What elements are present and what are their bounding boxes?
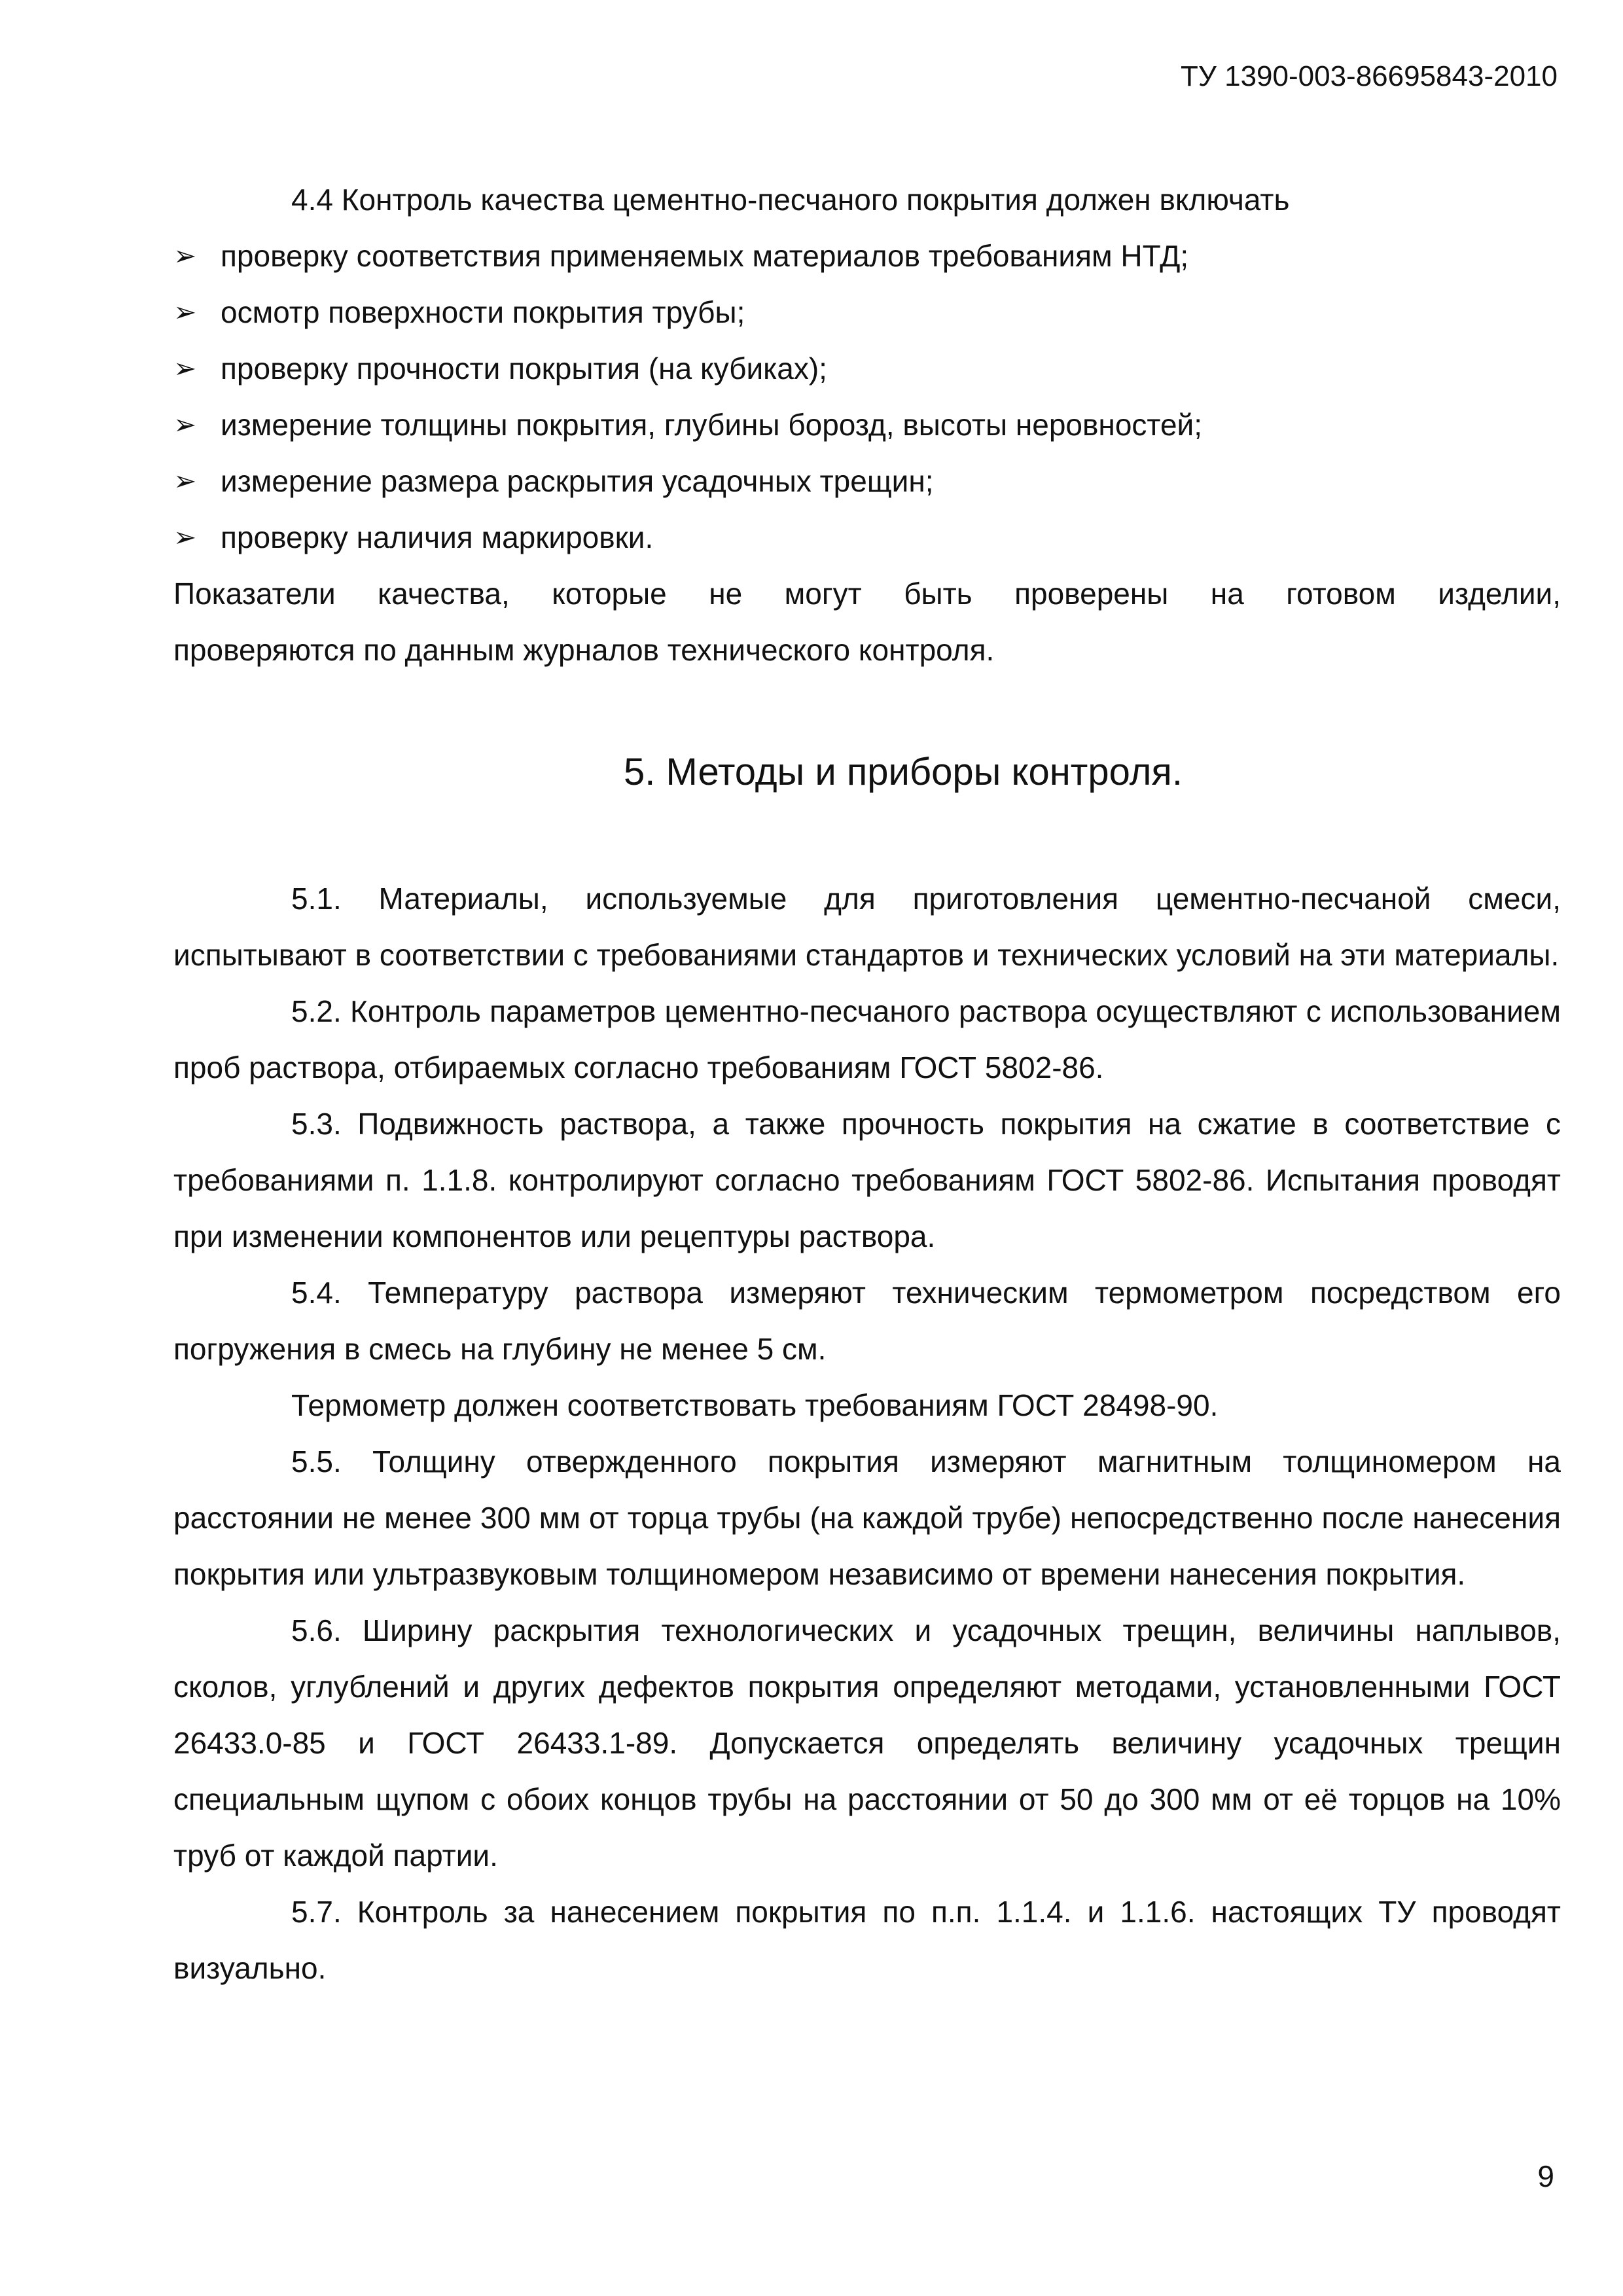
document-code-header: ТУ 1390-003-86695843-2010: [1181, 60, 1558, 92]
paragraph-5-6: 5.6. Ширину раскрытия технологических и усадочных трещин, величины наплывов, сколов, углублений и других дефектов покрытия определяют методами, установленными ГОСТ 26433.0-85 и ГОСТ 26433.1-89. Допускается определять величину усадочных трещин специальным щупом с обоих концов трубы на расстоянии от 50 до 300 мм от её торцов на 10% труб от каждой партии.: [173, 1613, 1561, 1873]
paragraph-5-7: 5.7. Контроль за нанесением покрытия по п.п. 1.1.4. и 1.1.6. настоящих ТУ проводят визуально.: [173, 1895, 1561, 1985]
list-item-text: проверку прочности покрытия (на кубиках);: [221, 351, 827, 386]
arrowhead-bullet-icon: ➢: [173, 240, 197, 271]
paragraph-5-2: 5.2. Контроль параметров цементно-песчаного раствора осуществляют с использованием проб раствора, отбираемых согласно требованиям ГОСТ 5802-86.: [173, 994, 1561, 1085]
page-content: [173, 171, 1561, 1996]
paragraph-5-1: 5.1. Материалы, используемые для приготовления цементно-песчаной смеси, испытывают в соответствии с требованиями стандартов и технических условий на эти материалы.: [173, 882, 1561, 972]
arrowhead-bullet-icon: ➢: [173, 522, 197, 552]
list-item: [173, 228, 1561, 284]
arrowhead-bullet-icon: ➢: [173, 353, 197, 384]
arrowhead-bullet-icon: ➢: [173, 409, 197, 440]
section-4-4-intro: 4.4 Контроль качества цементно-песчаного покрытия должен включать: [291, 183, 1290, 217]
list-item: [173, 340, 1561, 397]
paragraph-5-4-thermometer-note: Термометр должен соответствовать требованиям ГОСТ 28498-90.: [291, 1388, 1219, 1422]
list-item-text: осмотр поверхности покрытия трубы;: [221, 295, 745, 329]
list-item-text: проверку соответствия применяемых материалов требованиям НТД;: [221, 239, 1189, 273]
section-5-title: 5. Методы и приборы контроля.: [624, 751, 1183, 793]
arrowhead-bullet-icon: ➢: [173, 296, 197, 327]
quality-indicators-line-1: Показатели качества, которые не могут быть проверены на готовом изделии,: [173, 577, 1561, 611]
paragraph-5-3: 5.3. Подвижность раствора, а также прочность покрытия на сжатие в соответствие с требованиями п. 1.1.8. контролируют согласно требованиям ГОСТ 5802-86. Испытания проводят при изменении компонентов или рецептуры раствора.: [173, 1107, 1561, 1253]
quality-control-list: [173, 228, 1561, 565]
list-item: [173, 453, 1561, 509]
page-number: 9: [1537, 2159, 1554, 2193]
list-item: [173, 509, 1561, 565]
quality-indicators-line-2: проверяются по данным журналов технического контроля.: [173, 633, 995, 667]
paragraph-5-4: 5.4. Температуру раствора измеряют техническим термометром посредством его погружения в смесь на глубину не менее 5 см.: [173, 1276, 1561, 1366]
list-item-text: измерение размера раскрытия усадочных трещин;: [221, 464, 934, 498]
list-item: [173, 284, 1561, 340]
paragraph-5-5: 5.5. Толщину отвержденного покрытия измеряют магнитным толщиномером на расстоянии не менее 300 мм от торца трубы (на каждой трубе) непосредственно после нанесения покрытия или ультразвуковым толщиномером независимо от времени нанесения покрытия.: [173, 1444, 1561, 1591]
arrowhead-bullet-icon: ➢: [173, 465, 197, 496]
list-item: [173, 397, 1561, 453]
list-item-text: измерение толщины покрытия, глубины борозд, высоты неровностей;: [221, 408, 1203, 442]
list-item-text: проверку наличия маркировки.: [221, 520, 654, 554]
